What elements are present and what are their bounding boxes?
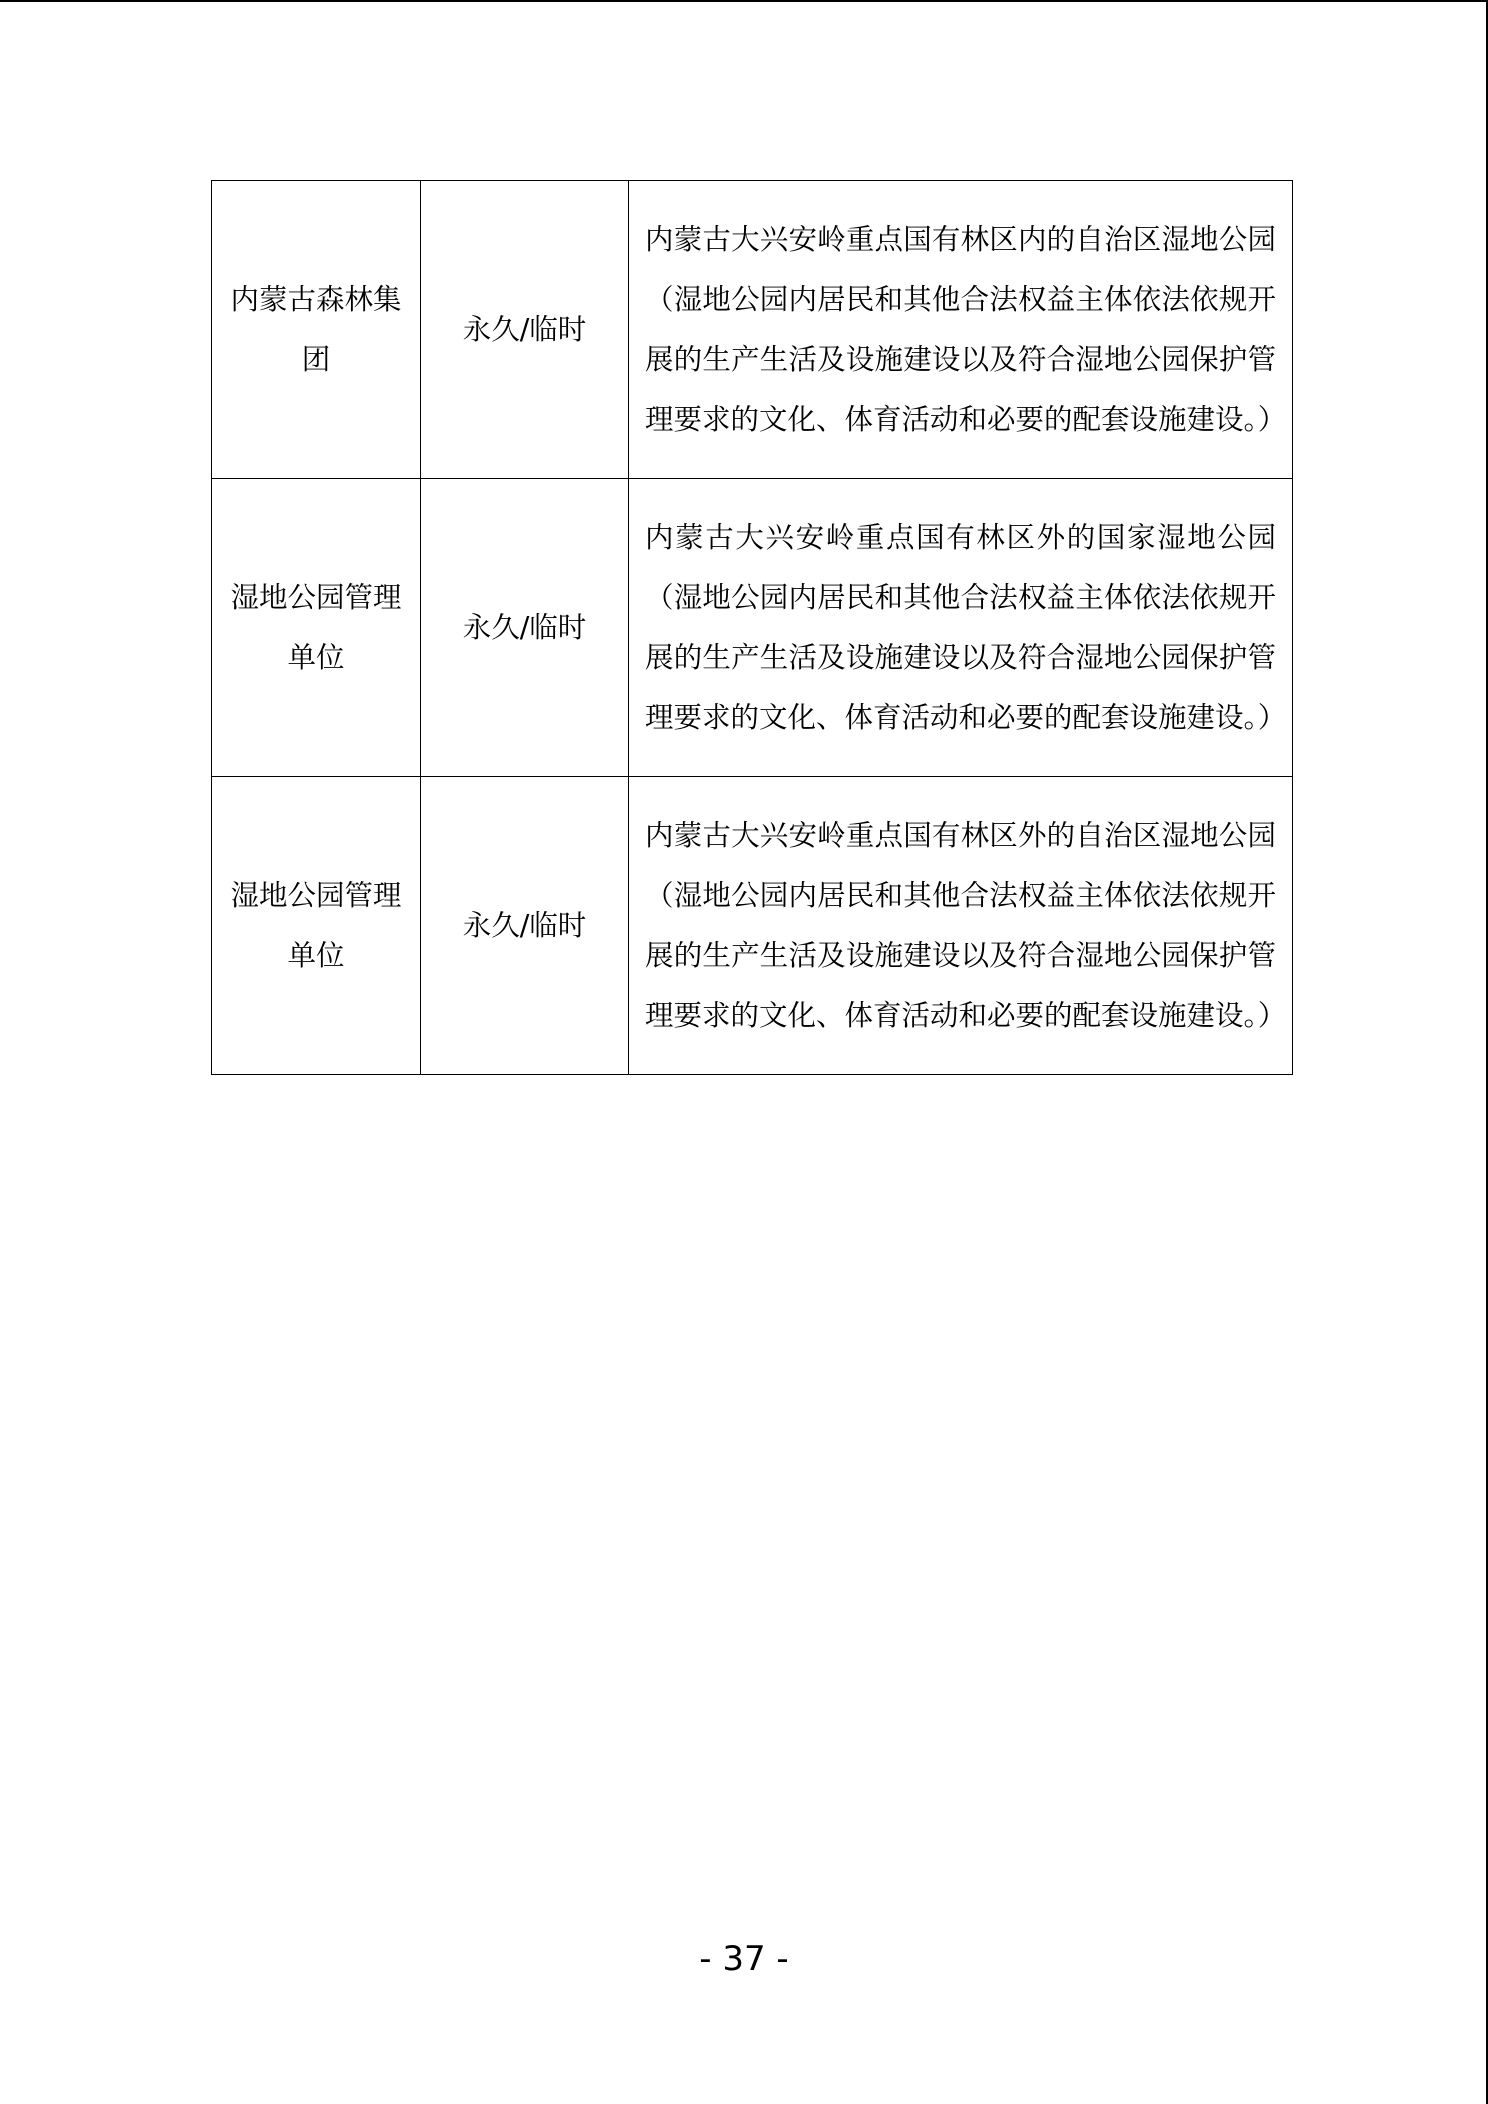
table-row — [212, 479, 1293, 777]
table-row — [212, 181, 1293, 479]
approval-unit-cell: 湿地公园管理单位 — [212, 777, 421, 1075]
approval-table — [211, 180, 1293, 1075]
page-top-border — [0, 0, 1488, 2]
use-type-cell: 永久/临时 — [421, 479, 629, 777]
table-row — [212, 777, 1293, 1075]
scope-cell: 内蒙古大兴安岭重点国有林区外的自治区湿地公园（湿地公园内居民和其他合法权益主体依法依规开展的生产生活及设施建设以及符合湿地公园保护管理要求的文化、体育活动和必要的配套设施建设。） — [629, 777, 1293, 1075]
scope-cell: 内蒙古大兴安岭重点国有林区内的自治区湿地公园（湿地公园内居民和其他合法权益主体依法依规开展的生产生活及设施建设以及符合湿地公园保护管理要求的文化、体育活动和必要的配套设施建设。） — [629, 181, 1293, 479]
approval-unit-cell: 湿地公园管理单位 — [212, 479, 421, 777]
scope-cell: 内蒙古大兴安岭重点国有林区外的国家湿地公园（湿地公园内居民和其他合法权益主体依法依规开展的生产生活及设施建设以及符合湿地公园保护管理要求的文化、体育活动和必要的配套设施建设。） — [629, 479, 1293, 777]
use-type-cell: 永久/临时 — [421, 777, 629, 1075]
approval-unit-cell: 内蒙古森林集团 — [212, 181, 421, 479]
page-number: - 37 - — [699, 1939, 789, 1979]
use-type-cell: 永久/临时 — [421, 181, 629, 479]
